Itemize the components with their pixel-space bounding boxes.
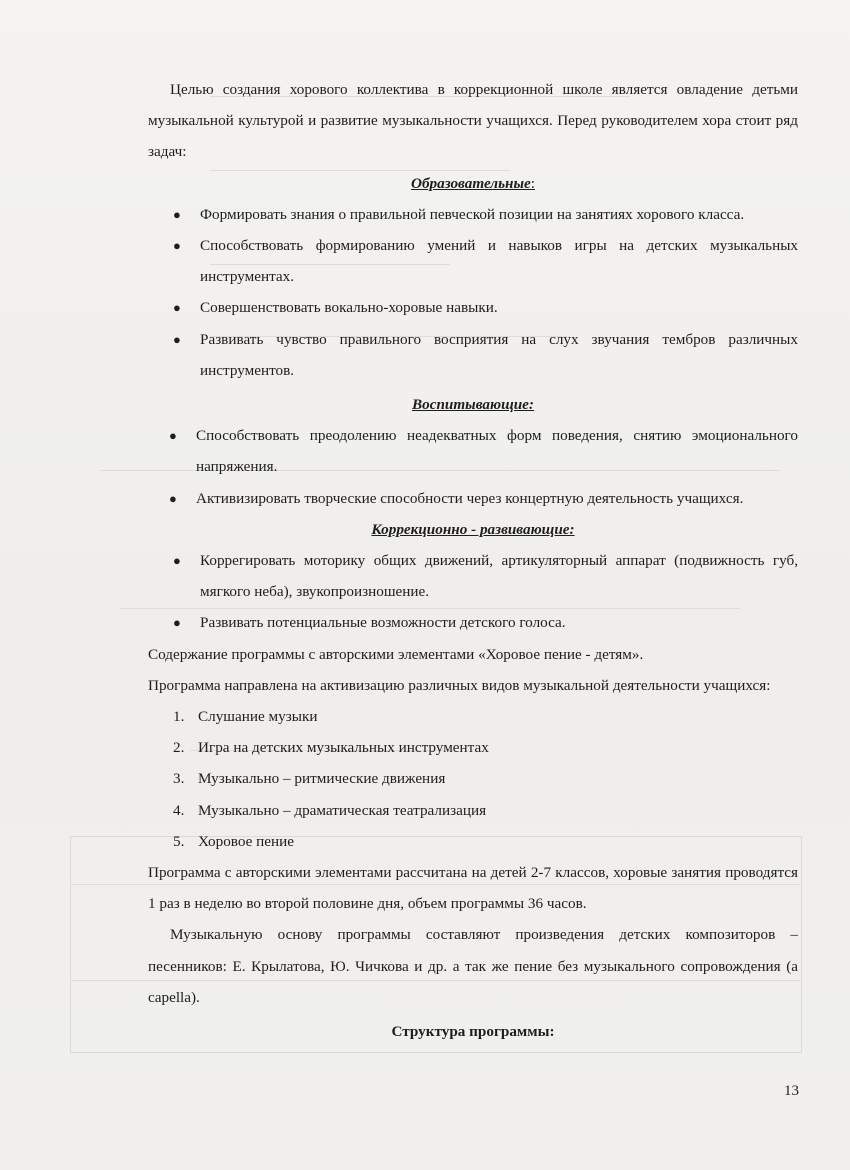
section-heading-educational-title: Образовательные: [411, 174, 531, 192]
list-item: [148, 324, 798, 386]
correction-goals-list: [148, 545, 798, 639]
section-heading-correction: Коррекционно - развивающие:: [371, 520, 575, 538]
list-item: [148, 607, 798, 638]
list-item-text: Развивать потенциальные возможности детского голоса.: [200, 614, 566, 632]
structure-heading: Структура программы:: [391, 1023, 555, 1041]
bullet-icon: ●: [173, 206, 181, 222]
educational-goals-list: [148, 199, 798, 386]
section-heading-upbringing: Воспитывающие:: [412, 396, 534, 414]
list-item-text: Развивать чувство правильного восприятия на слух звучания тембров различных инструментов.: [200, 330, 798, 379]
list-item-text: Хоровое пение: [198, 832, 295, 850]
section-heading-educational-colon: :: [530, 174, 535, 192]
schedule-paragraph: Программа с авторскими элементами рассчитана на детей 2-7 классов, хоровые занятия проводятся 1 раз в неделю во второй половине дня, объем программы 36 часов.: [148, 864, 798, 913]
list-item-text: Совершенствовать вокально-хоровые навыки.: [200, 299, 498, 317]
list-item: [148, 545, 798, 607]
bullet-icon: ●: [169, 428, 177, 444]
list-item: [148, 292, 798, 323]
list-item-text: Игра на детских музыкальных инструментах: [198, 739, 489, 757]
bullet-icon: ●: [173, 331, 181, 347]
list-item: [148, 420, 798, 482]
bullet-icon: ●: [173, 300, 181, 316]
bullet-icon: ●: [173, 238, 181, 254]
list-item: [148, 732, 798, 763]
list-item: [148, 763, 798, 794]
list-item-text: Музыкально – драматическая театрализация: [198, 801, 487, 819]
list-item-text: Способствовать формированию умений и навыков игры на детских музыкальных инструментах.: [200, 237, 798, 286]
program-direction-paragraph: Программа направлена на активизацию различных видов музыкальной деятельности учащихся:: [148, 676, 771, 694]
musical-basis-paragraph: Музыкальную основу программы составляют произведения детских композиторов – песенников: Е. Крылатова, Ю. Чичкова и др. а так же пение без музыкального сопровождения (a capella).: [148, 926, 798, 1006]
page-number: 13: [784, 1083, 799, 1099]
list-item-text: Формировать знания о правильной певческой позиции на занятиях хорового класса.: [200, 205, 745, 223]
list-item-text: Музыкально – ритмические движения: [198, 770, 446, 788]
list-item: [148, 483, 798, 514]
list-item-text: Слушание музыки: [198, 708, 318, 726]
list-item-number: 1.: [173, 708, 185, 726]
list-item: [148, 199, 798, 230]
list-item-text: Активизировать творческие способности через концертную деятельность учащихся.: [196, 489, 744, 507]
upbringing-goals-list: [148, 420, 798, 514]
list-item: [148, 795, 798, 826]
list-item-number: 5.: [173, 832, 185, 850]
bullet-icon: ●: [173, 553, 181, 569]
activities-list: [148, 701, 798, 857]
list-item-text: Способствовать преодолению неадекватных форм поведения, снятию эмоционального напряжения.: [196, 427, 798, 476]
document-body: [148, 74, 798, 1047]
program-content-line: Содержание программы с авторскими элементами «Хоровое пение - детям».: [148, 645, 644, 663]
list-item: [148, 230, 798, 292]
list-item-number: 2.: [173, 739, 185, 757]
section-heading-educational: [148, 168, 798, 199]
list-item: [148, 701, 798, 732]
list-item-text: Коррегировать моторику общих движений, артикуляторный аппарат (подвижность губ, мягкого неба), звукопроизношение.: [200, 552, 798, 601]
list-item-number: 4.: [173, 801, 185, 819]
bullet-icon: ●: [173, 615, 181, 631]
list-item-number: 3.: [173, 770, 185, 788]
bullet-icon: ●: [169, 490, 177, 506]
list-item: [148, 826, 798, 857]
intro-paragraph: Целью создания хорового коллектива в коррекционной школе является овладение детьми музыкальной культурой и развитие музыкальности учащихся. Перед руководителем хора стоит ряд задач:: [148, 81, 798, 161]
